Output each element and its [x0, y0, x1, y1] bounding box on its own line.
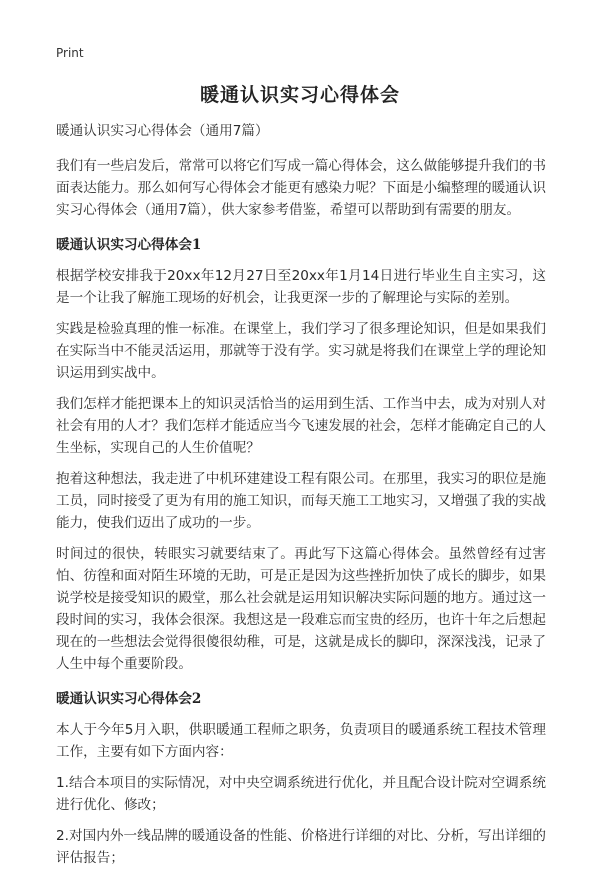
document-title: 暖通认识实习心得体会 — [199, 84, 400, 106]
intro-paragraph: 我们有一些启发后，常常可以将它们写成一篇心得体会，这么做能够提升我们的书面表达能力。那么如何写心得体会才能更有感染力呢？下面是小编整理的暖通认识实习心得体会（通用7篇），供大家参考借鉴，希望可以帮助到有需要的朋友。 — [56, 158, 546, 218]
section-2-paragraph-1: 本人于今年5月入职，供职暖通工程师之职务，负责项目的暖通系统工程技术管理工作，主要有如下方面内容： — [56, 722, 546, 760]
section-heading-2: 暖通认识实习心得体会2 — [56, 691, 202, 707]
section-2-paragraph-3: 2.对国内外一线品牌的暖通设备的性能、价格进行详细的对比、分析，写出详细的评估报告； — [56, 828, 546, 866]
section-heading-1: 暖通认识实习心得体会1 — [56, 237, 202, 253]
section-2-paragraph-2: 1.结合本项目的实际情况，对中央空调系统进行优化，并且配合设计院对空调系统进行优化、修改； — [56, 775, 546, 813]
section-1-paragraph-1: 根据学校安排我于20xx年12月27日至20xx年1月14日进行毕业生自主实习，这是一个让我了解施工现场的好机会，让我更深一步的了解理论与实际的差别。 — [56, 268, 546, 306]
document-body — [56, 120, 546, 869]
section-1-paragraph-3: 我们怎样才能把课本上的知识灵活恰当的运用到生活、工作当中去，成为对别人对社会有用的人才？我们怎样才能适应当今飞速发展的社会，怎样才能确定自己的人生坐标，实现自己的人生价值呢？ — [56, 396, 546, 456]
document-subtitle: 暖通认识实习心得体会（通用7篇） — [56, 123, 269, 139]
section-1-paragraph-4: 抱着这种想法，我走进了中机环建建设工程有限公司。在那里，我实习的职位是施工员，同时接受了更为有用的施工知识，而每天施工工地实习，又增强了我的实战能力，使我们迈出了成功的一步。 — [56, 471, 546, 531]
section-1-paragraph-5: 时间过的很快，转眼实习就要结束了。再此写下这篇心得体会。虽然曾经有过害怕、彷徨和面对陌生环境的无助，可是正是因为这些挫折加快了成长的脚步，如果说学校是接受知识的殿堂，那么社会就是运用知识解决实际问题的地方。通过这一段时间的实习，我体会很深。我想这是一段难忘而宝贵的经历，也许十年之后想起现在的一些想法会觉得很傻很幼稚，可是，这就是成长的脚印，深深浅浅，记录了人生中每个重要阶段。 — [56, 546, 546, 672]
print-link[interactable]: Print — [56, 46, 84, 60]
section-1-paragraph-2: 实践是检验真理的惟一标准。在课堂上，我们学习了很多理论知识，但是如果我们在实际当中不能灵活运用，那就等于没有学。实习就是将我们在课堂上学的理论知识运用到实战中。 — [56, 321, 546, 381]
